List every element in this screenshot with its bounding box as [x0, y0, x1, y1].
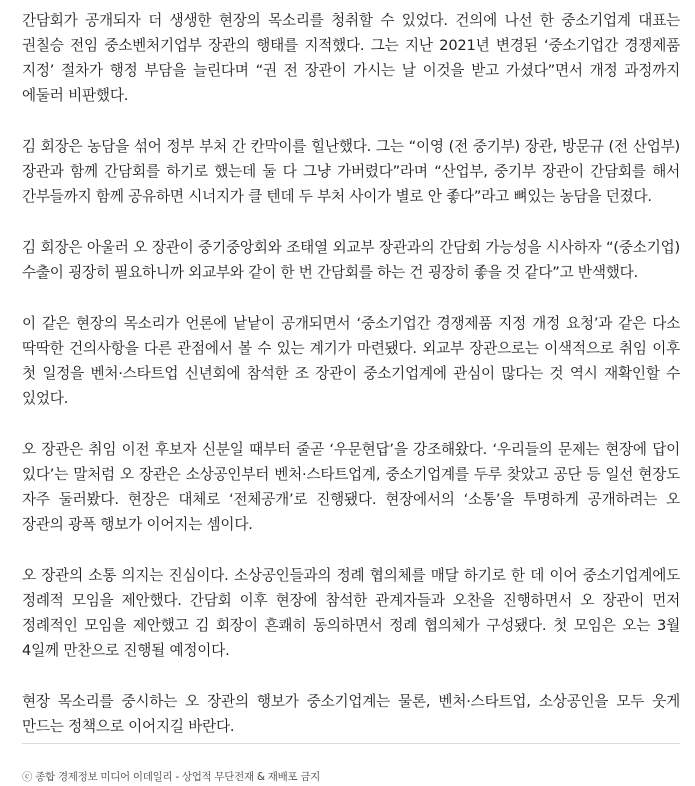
- article-paragraph: 현장 목소리를 중시하는 오 장관의 행보가 중소기업계는 물론, 벤처·스타트업, 소상공인을 모두 웃게 만드는 정책으로 이어지길 바란다.: [22, 693, 680, 735]
- copyright-notice: ⓒ 종합 경제정보 미디어 이데일리 - 상업적 무단전재 & 재배포 금지: [22, 771, 321, 783]
- article-paragraph: 오 장관의 소통 의지는 진심이다. 소상공인들과의 정례 협의체를 매달 하기로 한 데 이어 중소기업계에도 정례적 모임을 제안했다. 간담회 이후 현장에 참석한 관계자들과 오찬을 진행하면서 오 장관이 먼저 정례적인 모임을 제안했고 김 회장이 흔쾌히 동의하면서 정례 협의체가 구성됐다. 첫 모임은 오는 3월 4일께 만찬으로 진행될 예정이다.: [22, 567, 680, 659]
- article-paragraph: 간담회가 공개되자 더 생생한 현장의 목소리를 청취할 수 있었다. 건의에 나선 한 중소기업계 대표는 권칠승 전임 중소벤처기업부 장관의 행태를 지적했다. 그는 지난 2021년 변경된 ‘중소기업간 경쟁제품 지정’ 절차가 행정 부담을 늘린다며 “권 전 장관이 가시는 날 이것을 받고 가셨다”면서 개정 과정까지 에둘러 비판했다.: [22, 12, 680, 104]
- footer-divider: [22, 743, 680, 744]
- article-paragraph: 이 같은 현장의 목소리가 언론에 낱낱이 공개되면서 ‘중소기업간 경쟁제품 지정 개정 요청’과 같은 다소 딱딱한 건의사항을 다른 관점에서 볼 수 있는 계기가 마련됐다. 외교부 장관으로는 이색적으로 취임 이후 첫 일정을 벤처·스타트업 신년회에 참석한 조 장관이 중소기업계에 관심이 많다는 것 역시 재확인할 수 있었다.: [22, 315, 680, 407]
- article-body: [22, 8, 680, 765]
- article-paragraph: 김 회장은 아울러 오 장관이 중기중앙회와 조태열 외교부 장관과의 간담회 가능성을 시사하자 “(중소기업) 수출이 굉장히 필요하니까 외교부와 같이 한 번 간담회를 하는 건 굉장히 좋을 것 같다”고 반색했다.: [22, 239, 680, 281]
- article-paragraph: 오 장관은 취임 이전 후보자 신분일 때부터 줄곧 ‘우문현답’을 강조해왔다. ‘우리들의 문제는 현장에 답이 있다’는 말처럼 오 장관은 소상공인부터 벤처·스타트업계, 중소기업계를 두루 찾았고 공단 등 일선 현장도 자주 둘러봤다. 현장은 대체로 ‘전체공개’로 진행됐다. 현장에서의 ‘소통’을 투명하게 공개하려는 오 장관의 광폭 행보가 이어지는 셈이다.: [22, 441, 680, 533]
- article-paragraph: 김 회장은 농담을 섞어 정부 부처 간 칸막이를 힐난했다. 그는 “이영 (전 중기부) 장관, 방문규 (전 산업부) 장관과 함께 간담회를 하기로 했는데 둘 다 그냥 가버렸다”라며 “산업부, 중기부 장관이 간담회를 해서 간부들까지 함께 공유하면 시너지가 클 텐데 두 부처 사이가 별로 안 좋다”라고 뼈있는 농담을 던졌다.: [22, 138, 680, 205]
